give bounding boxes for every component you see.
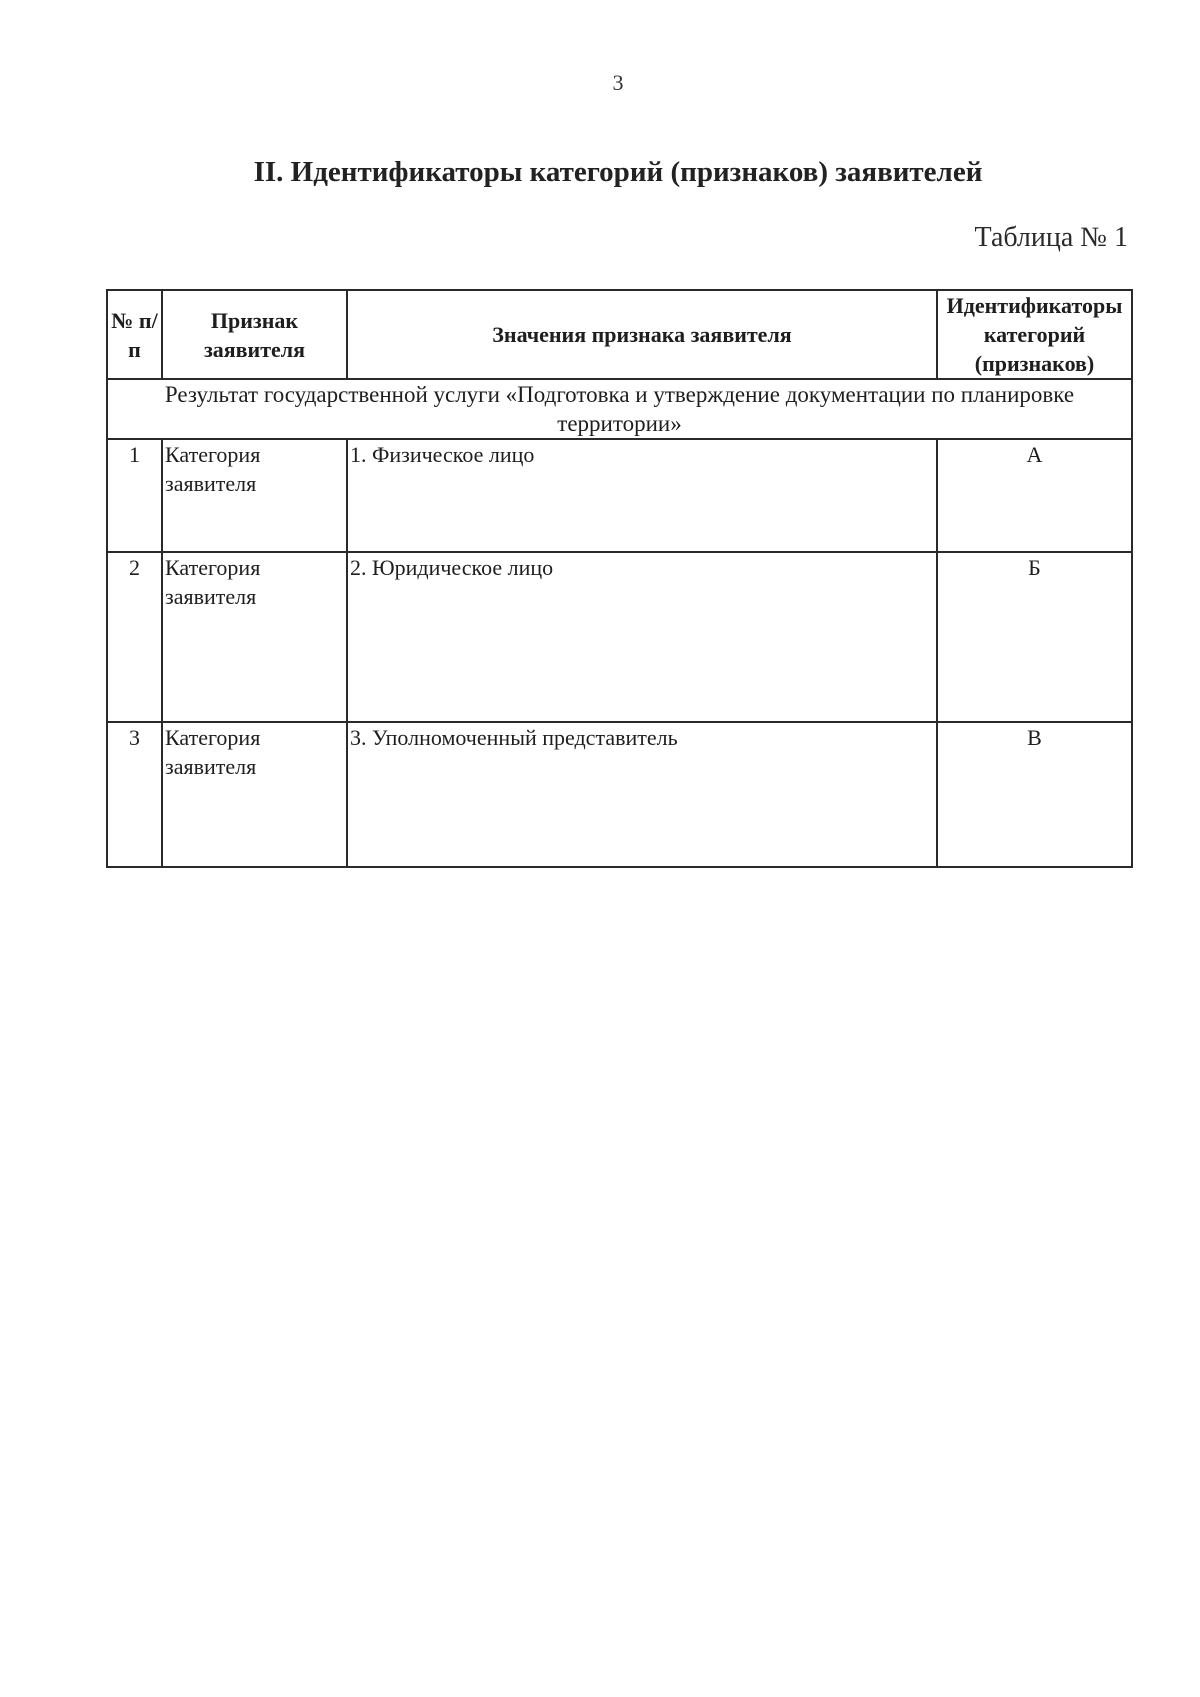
row-value: 1. Физическое лицо — [347, 439, 937, 552]
row-id: Б — [937, 552, 1132, 722]
service-result-text: Результат государственной услуги «Подготовка и утверждение документации по планировке территории» — [107, 379, 1132, 439]
header-num: № п/п — [107, 290, 162, 379]
table-label: Таблица № 1 — [974, 222, 1128, 253]
table-header-row — [107, 290, 1132, 379]
row-value: 2. Юридическое лицо — [347, 552, 937, 722]
header-feature: Признак заявителя — [162, 290, 347, 379]
row-feature: Категория заявителя — [162, 722, 347, 867]
section-title: II. Идентификаторы категорий (признаков) заявителей — [253, 156, 983, 188]
row-feature: Категория заявителя — [162, 439, 347, 552]
header-ids: Идентификаторы категорий (признаков) — [937, 290, 1132, 379]
page-number: 3 — [612, 70, 624, 95]
row-value: 3. Уполномоченный представитель — [347, 722, 937, 867]
row-id: В — [937, 722, 1132, 867]
service-result-row — [107, 379, 1132, 439]
row-num: 1 — [107, 439, 162, 552]
table-row — [107, 439, 1132, 552]
table-row — [107, 552, 1132, 722]
row-id: А — [937, 439, 1132, 552]
applicant-categories-table — [106, 289, 1133, 868]
row-num: 3 — [107, 722, 162, 867]
header-values: Значения признака заявителя — [347, 290, 937, 379]
row-num: 2 — [107, 552, 162, 722]
row-feature: Категория заявителя — [162, 552, 347, 722]
table-row — [107, 722, 1132, 867]
